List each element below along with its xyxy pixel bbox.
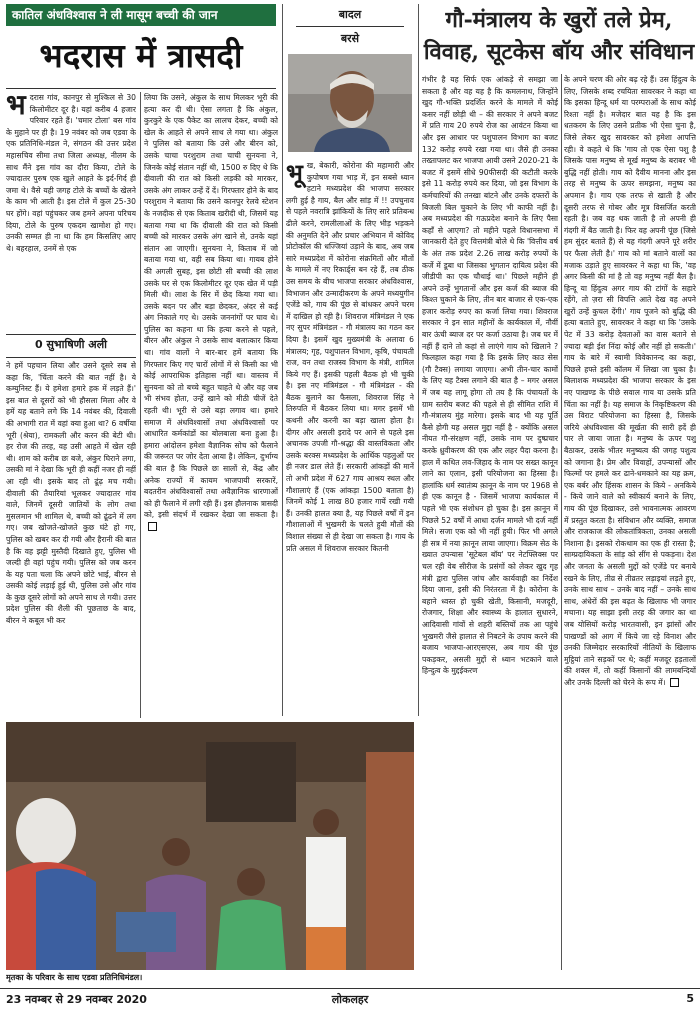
left-col1-part1 bbox=[6, 92, 136, 332]
portrait-image bbox=[288, 54, 412, 152]
left-col1-text2: ने हमें पहचान लिया और उसने दूसरे सब से कहा कि, 'चिंता करने की बात नहीं है। ये कम्युनिस्ट हैं। ये हमेशा हमारे हक में लड़ते हैं।' इस बात से दूसरों को भी हौसला मिला और वे हमें यह बताने लगे कि 14 नवंबर की, दिवाली की अभागी रात में वहां क्या हुआ था? 6 वर्षीया भूरी (श्रेया), रामकली और करन की बेटी थी। हर रोज की तरह, वह उसी आहते में खेल रही थी। शाम को करीब छः बजे, अंकुर घिराने लगा, उसकी मां ने देखा कि भूरी ही कहीं नजर ही नहीं आ रही थी। इसके बाद तो ढूंढ़ मच गयी। दीवाली की तैयारियां भूलकर ज्यादातर गांव वाले, जिनमें दूसरी जातियों के लोग तथा मुसलमान भी शामिल थे, बच्ची को ढूंढने में लग गए। जब खोजते-खोजते कुछ घंटे हो गए, पुलिस को खबर कर दी गयी और हैरानी की बात है कि वह झट्टी मुस्तैदी दिखाते हुए, पुलिस भी जल्दी ही वहां पहुंच गयी। पुलिस को जब करन के यह पता चला कि अपने छोटे भाई, बीरन से उसकी कोई लड़ाई हुई थी, पुलिस उसे और गांव के कुछ दूसरे लोगों को अपने साथ ले गयी। उत्तर प्रदेश पुलिस की शैली की पूछताछ के बाद, बीरन ने कबूल भी कर bbox=[6, 361, 136, 626]
sidebar-column bbox=[286, 160, 414, 716]
right-col1-text: गंभीर है यह सिर्फ एक आंकड़े से समझा जा सकता है और वह यह है कि कमलनाथ, जिन्होंने खुद गौ-भक्ति प्रदर्शित करने के मामले में कोई कसर नहीं छोड़ी थी – की सरकार ने अपने बजट में प्रति गाय 20 रुपये रोज का आवंटन किया था और इस आधार पर पशुपालन विभाग का बजट 132 करोड़ रुपये रखा गया था। जैसे ही उनका तख्तापलट कर भाजपा आयी उसने 2020-21 के बजट में इसमें सीधे 90फीसदी की कटौती करके इसे 11 करोड़ रुपये कर दिया, जो इस विभाग के कर्मचारियों की तनखा बांटने और उनके दफ्तरों के बिजली बिल चुकाने के लिए भी काफी नहीं है। अब मध्यप्रदेश की गऊप्रदेश बनाने के लिए पैसा कहाँ से आएगा? तो महीने पहले विधानसभा में जानकारी देते हुए वित्तमंत्री बोले थे कि 'वित्तीय वर्ष के अंत तक प्रदेश 2.26 लाख करोड़ रुपयों के कर्जे में डूबा था जिसका भुगतान दायित्व प्रदेश की जीडीपी का एक चौथाई था।' पिछले महीने ही अपने उन्हें भुगतानों और इस कर्ज की ब्याज की किश्त चुकाने के लिए, तीन बार बाजार से एक-एक हजार करोड़ रुपए का कर्जा लिया गया। शिवराज सरकार ने इन सात महीनों के कार्यकाल में, नौवीं बार ऊंची ब्याज दर पर कर्जा उठाया है। जब घर में नहीं हैं दाने तो कहां से लाएंगे गाय को खिलाने ? फिलहाल कहा गया है कि इसके लिए काउ सेस (गौ टैक्स) लगाया जाएगा। अभी तीन-चार कामों के लिए यह टैक्स लगाने की बात है – मगर असल में जब यह लागू होगा तो तय है कि पंचायतों के ग्राम स्तरीय बजट की पहले से ही सीमित राशि में गौ-मंत्रालय मुंह मारेगा। इसके बाद भी यह पूर्ति कैसे होगी यह असल मुद्दा नहीं है - क्योंकि असल नीयत गौ-संरक्षण नहीं, उसके नाम पर दुष्प्रचार करके ध्रुवीकरण की एक और लहर पैदा करना है। हाल में कथित लव-जिहाद के नाम पर सख्त कानून लाने का एलान, इसी परियोजना का हिस्सा है। हालांकि धर्म स्वातंत्र्य क़ानून के नाम पर 1968 से ही एक कानून है - जिसमें भाजपा कार्यकाल में पहले भी एक संशोधन हो चुका है। इस क़ानून में पिछले 52 वर्षों में आधा दर्जन मामले भी दर्ज नहीं मिले। सजा एक को भी नहीं हुयी। फिर भी अगले ही सत्र में नया क़ानून लाया जाएगा। विक्रम सेठ के ख्यात उपन्यास 'सूटेबल बॉय' पर नेटफ्लिक्स पर चल रही वेब सीरीज के प्रसंगों को लेकर खुद गृह मंत्री द्वारा पुलिस जांच और कार्यवाही का निर्देश दिया जाना, इसी की निरंतरता में है। कोरोना के बहाने ध्वस्त हो चुकी खेती, किसानी, मजदूरी, रोजगार, शिक्षा और स्वास्थ्य के हालात सुधारने, आदिवासी गांवों से शहरी बस्तियों तक आ पहुंचे भुखमरी जैसे हालात से निबटने के उपाय करने की बजाय भाजपा-आरएसएस, अब गाय की पूंछ पकड़कर, असली मुद्दों से ध्यान भटकाने वाले हिन्दुत्व के मुद्दईकरण bbox=[422, 75, 558, 676]
right-col1 bbox=[422, 74, 558, 970]
dropcap: भ bbox=[6, 92, 26, 121]
left-col2 bbox=[144, 92, 278, 718]
footer-paper-name: लोकलहर bbox=[331, 993, 369, 1006]
left-headline: भदरास में त्रासदी bbox=[39, 36, 243, 75]
right-col2 bbox=[564, 74, 696, 970]
author-portrait bbox=[288, 54, 412, 152]
sidebar-author: बादल bbox=[338, 8, 362, 21]
end-mark-icon bbox=[148, 522, 157, 531]
left-col2-text: लिया कि उसने, अंकुल के साथ मिलकर भूरी की हत्या कर दी थी। ऐसा लगता है कि अंकुल, कुरकुरे के एक पैकेट का लालच देकर, बच्ची को खेल के आहते से अपने साथ ले गया था। अंकुल ने पुलिस को बताया कि उसे और बीरन को, उसके चाचा परशुराम तथा चाची सुनयना ने, जिनके कोई संतान नहीं थी, 1500 रु दिए थे कि दीवाली की रात को किसी लड़की को मारकर, उसके अंग लाकर उन्हें दें दें। गिरफ्तार होने के बाद परशुराम ने बताया कि उसने कानपुर रेलवे स्टेशन के नजदीक से एक किताब खरीदी थी, जिसमें यह बताया गया था कि दीवाली की रात को किसी बच्ची को मारकर उसके अंग खाने से, उनके यहां संतान आ जाएगी। सुनयना ने, किताब में जो बताया गया था, वही सब किया था। गायब होने की अगली सुबह, इस छोटी सी बच्ची की लाश उसके घर से एक किलोमीटर दूर एक खेत में पड़ी मिली थी। लाश के सिर में छेद किया गया था। उसके बदन पर और बड़ा छेदकर, अंदर से कई अंग निकाले गए थे। उसके जननांगों पर घाव थे। पुलिस का कहना था कि हत्या करने से पहले, बीरन और अंकुल ने उसके साथ बलात्कार किया था। गांव वालों ने बार-बार हमें बताया कि गिरफ्तार किए गए चारों लोगों में से किसी का भी कोई आपराधिक इतिहास नहीं था। वास्तव में सुनयना को तो बच्चे बहुत चाहते थे और वह जब भी संभव होता, उन्हें खाने को मीठी चीजें देते रहती थी। भूरी से उसे बड़ा लगाव था। हमारे समाज में अंधविश्वासों तथा अंधविश्वासों पर आधारित कर्मकांडों का बोलबाला बना हुआ है। हमारा आंदोलन हमेशा वैज्ञानिक सोच को फैलाने की जरूरत पर जोर देता आया है। लेकिन, दुर्भाग्य की बात है कि पिछले छः सालों से, केंद्र और अनेक राज्यों में कायम भाजपायी सरकारें, बदतरीन अंधविश्वासों तथा अवैज्ञानिक धारणाओं को ही फैलाने में लगी रही हैं। इस हौलनाक त्रासदी को, इसी संदर्भ में रखकर देखा जा सकता है। bbox=[144, 93, 278, 520]
left-col1-text: दरास गांव, कानपुर से मुश्किल से 30 किलोमीटर दूर है। यहां करीब 4 हजार परिवार रहते हैं। 'चमार टोला' बस गांव के मुहाने पर ही है। 19 नवंबर को जब एडवा के एक प्रतिनिधि-मंडल ने, संगठन की उत्तर प्रदेश महासचिव सीमा तथा जिला अध्यक्ष, नीलम के साथ मैंने इस गांव का दौरा किया, टोले के ज्यादातर पुरुष एक खुले आहते के इर्द-गिर्द ही जमा थे। वैसे यही जगह टोले के बच्चों के खेलने के काम भी आती है। इस टोले में कुल 25-30 घर होंगे। वहां पहुंचकर जब हमने अपना परिचय दिया, टोले के पुरुष एकदम खामोश हो गए। उनकी सम्मत ही ना था कि हम किसलिए आए थे। बहरहाल, उनमें से एक bbox=[6, 93, 136, 253]
footer-date: 23 नवम्बर से 29 नवम्बर 2020 bbox=[6, 993, 147, 1006]
sidebar-text: ख, बेकारी, कोरोना की महामारी और कुपोषण गया भाड़ में, इन सबसे ध्यान हटाने मध्यप्रदेश की भाजपा सरकार लगी हुई है गाय, बैल और सांड़ में !! उपचुनाव से पहले नवरात्रि झांकियों के लिए सारे प्रतिबन्ध ढीले करने, रामलीलाओं के लिए भीड़ भड़कने की अनुमति देने और प्रचार अभियान में कोविद प्रोटोकॉल की धज्जियां उड़ाने के बाद, अब जब सारे मध्यप्रदेश में कोरोना संक्रमितों और मौतों के मामले में नए रिकार्ड्स बन रहे हैं, तब ठीक उस समय के बीच भाजपा सरकार अंधविश्वास, विभाजन और उन्मादीकरण के अपने मध्ययुगीन एजेंडे को, गाय की पूंछ से बांधकर अपने चरम में दाखिल हो रही है। शिवराज मंत्रिमंडल ने एक नए सुपर मंत्रिमंडल - गौ मंत्रालय का गठन कर दिया है। इसमें खुद मुख्यमंत्री के अलावा 6 मंत्रालय; गृह, पशुपालन विभाग, कृषि, पंचायती राज, वन तथा राजस्व विभाग के मंत्री, शामिल किये गए हैं। इसकी पहली बैठक हो भी चुकी है। इस नए मंत्रिमंडल - गौ मंत्रिमंडल - की बैठक बुलाने का फैसला, शिवराज सिंह ने तिरुपति में बैठकर लिया था। मगर इसमें भी कथनी और करनी का बड़ा खाला होता है। दीगर और असली इरादे पर आने से पहले इस अचानक उपजी गौ-श्रद्धा की वास्तविकता और उसके बरक्स मध्यप्रदेश के आर्थिक पहलुओं पर ही नजर डाल लेते हैं। सरकारी आंकड़ों की मानें तो अभी प्रदेश में 627 गाय आश्रय स्थल और गौशालाएं हैं (एक आंकड़ा 1500 बताता है) जिनमें कोई 1 लाख 80 हजार गायें रखी गयी हैं। उनकी हालत क्या है, यह पिछले वर्षों में इन गौशालाओं में भुखमरी के चलते हुयी मौतों की विशाल संख्या से ही देखा जा सकता है। गाय के प्रति असल में शिवराज सरकार कितनी bbox=[286, 161, 414, 553]
left-col1-part2 bbox=[6, 360, 136, 718]
sidebar-author-2: बरसे bbox=[340, 32, 360, 45]
sidebar-dropcap: भू bbox=[286, 160, 303, 187]
family-photo bbox=[6, 722, 414, 970]
right-col2-text: के अपने चरण की ओर बढ़ रहे हैं। उस हिंदुत्व के लिए, जिसके शब्द रचयिता सावरकर ने कहा था कि इसका हिन्दू धर्म या परम्पराओं के साथ कोई रिश्ता नहीं है। मजेदार बात यह है कि इस धतकरम के लिए उसने प्रतीक भी ऐसा चुना है, जिसे लेकर खुद सावरकर को हमेशा आपत्ति रही। वे कहते थे कि 'गाय तो एक ऐसा पशु है जिसके पास मनुष्य से मूर्ख मनुष्य के बराबर भी बुद्धि नहीं होती। गाय को दैवीय मानना और इस तरह से मनुष्य के ऊपर समझना, मनुष्य का अपमान है। गाय एक तरफ से खाती है और दूसरी तरफ से गोबर और मूत्र विसर्जित करती रहती है। जब वह थक जाती है तो अपनी ही गंदगी में बैठ जाती है। फिर वह अपनी पूंछ (जिसे हम सुंदर बताते हैं) से यह गंदगी अपने पूरे शरीर पर फैला लेती है।' गाय को मां बताने वालों का मजाक उड़ाते हुए सावरकर ने कहा था कि, 'वह अगर किसी की मां है तो वह मनुष्य नहीं बैल है। हिन्दू या हिंदुत्व अगर गाय की टांगों के सहारे रहेंगे, तो ज़रा सी विपत्ति आते देख वह अपने खुरों उन्हें कुचल देंगी।' गाय पूजने को बुद्धि की हत्या बताते हुए, सावरकर ने कहा था कि 'उसके पेट में 33 करोड़ देवताओं का वास बताने से ज्यादा बड़ी ईश निंदा कोई और नहीं हो सकती।' गाय के बारे में स्वामी विवेकानन्द का कहा, पिछले हफ्ते इसी कॉलम में लिखा जा चुका है। बिलाशक मध्यप्रदेश की भाजपा सरकार के इस नए पाखण्ड के पीछे सवाल गाय या उसके प्रति चिंता का नहीं है। यह समाज के निकृष्टिकरण की उस विराट परियोजना का हिस्सा है, जिसके जरिये अंधविश्वास की मूर्खता की सारी हदें ही पार ले जाया जाता है। मनुष्य के ऊपर पशु बैठाकर, उसके भीतर मनुष्यत्व की जगह पशुत्व को जगाना है। प्रेम और विवाहों, उपन्यासों और फिल्मों पर हमले कर ढाने-धमकाने का यह क्रम, एक बर्बर और हिंसक शासन के किये - अनकिये - किये जाने वाले को स्वीकार्य बनाने के लिए, गाय की पूंछ दिखाकर, उसे भावनात्मक आवरण में प्रस्तुत करता है। संविधान और व्यक्ति, समाज और राजकाज की लोकतांत्रिकता, उनका असली निशाना है। इसको रोकथाम का एक ही रास्ता है; साम्प्रदायिकता के सांड़ को सींग से पकड़ना। देश और जनता के असली मुद्दों को एजेंडे पर बनाये रखने के लिए, तीव्र से तीव्रतर लड़ाइयां लड़ते हुए, उनके साथ साथ – उनके बाद नहीं – उनके साथ साथ, अंधेरों की इस बढ़त के खिलाफ भी जगार मचाना। यह साझा इसी तरह की जगार का था जब योसियों करोड़ भारतवासी, इन झांसों और पाखण्डों को आग में किये जा रहे विनाश और उनकी जिम्मेदार सरकारियों नीतियों के खिलाफ मुट्ठियां ताने सड़कों पर थे; कहीं मजदूर हड़तालों की शक्ल में, तो कहीं किसानों की लामबन्दियों और उनके दिल्ली को घेरने के रूप में। bbox=[564, 75, 696, 687]
photo-caption: मृतका के परिवार के साथ एडवा प्रतिनिधिमंडल। bbox=[6, 973, 143, 982]
end-mark-icon-right bbox=[670, 678, 679, 687]
page-number: 5 bbox=[686, 992, 694, 1005]
right-headline: गौ-मंत्रालय के खुरों तले प्रेम, विवाह, सूटकेस बॉय और संविधान bbox=[423, 7, 695, 65]
author-byline: 0 सुभाषिणी अली bbox=[34, 338, 108, 351]
family-photo-image bbox=[6, 722, 414, 970]
story-kicker: कातिल अंधविश्वास ने ली मासूम बच्ची की जान bbox=[6, 4, 276, 26]
